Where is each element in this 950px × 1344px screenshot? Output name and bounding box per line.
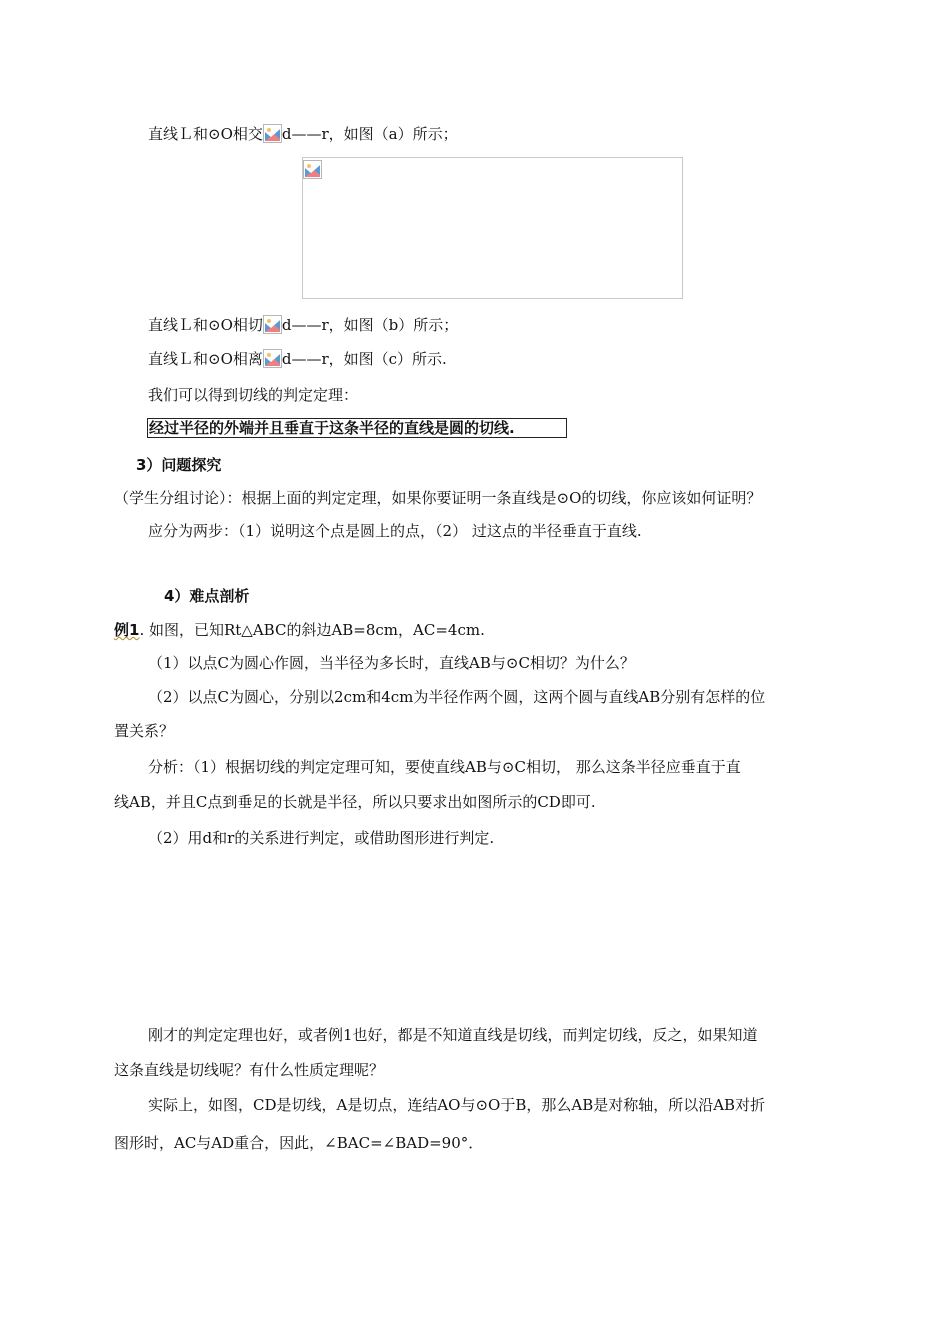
two-steps-text: 应分为两步：（1）说明这个点是圆上的点，（2） 过这点的半径垂直于直线.: [148, 522, 642, 540]
section-3-heading: 3）问题探究: [136, 456, 222, 474]
figure-a-placeholder: [302, 157, 683, 299]
tangent-text-pre: 直线Ｌ和⊙O相切: [148, 316, 263, 334]
broken-image-icon: [263, 349, 282, 368]
discussion-text: （学生分组讨论）：根据上面的判定定理，如果你要证明一条直线是⊙O的切线，你应该如何证明？: [114, 489, 762, 507]
question-2-line-2: 置关系？: [114, 722, 175, 740]
line-tangent: [148, 315, 458, 335]
question-1: （1）以点C为圆心作圆，当半径为多长时，直线AB与⊙C相切？为什么？: [148, 654, 635, 672]
intersect-text-post: d——r，如图（a）所示；: [281, 125, 458, 143]
broken-image-icon: [263, 315, 282, 334]
separate-text-post: d——r，如图（c）所示.: [281, 350, 447, 368]
broken-image-icon: [303, 160, 322, 179]
line-separate: [148, 349, 447, 369]
tangent-text-post: d——r，如图（b）所示；: [281, 316, 459, 334]
analysis-2: （2）用d和r的关系进行判定，或借助图形进行判定.: [148, 829, 495, 847]
can-get-text: 我们可以得到切线的判定定理：: [148, 386, 359, 404]
analysis-line-2: 线AB，并且C点到垂足的长就是半径，所以只要求出如图所示的CD即可.: [114, 793, 596, 811]
question-2-line-1: （2）以点C为圆心，分别以2cm和4cm为半径作两个圆，这两个圆与直线AB分别有怎样的位: [148, 688, 766, 706]
intersect-text-pre: 直线Ｌ和⊙O相交: [148, 125, 263, 143]
paragraph-1-line-1: 刚才的判定定理也好，或者例1也好，都是不知道直线是切线，而判定切线，反之，如果知道: [148, 1026, 758, 1044]
broken-image-icon: [263, 124, 282, 143]
example-label: 例1: [114, 621, 140, 639]
section-4-heading: 4）难点剖析: [164, 587, 250, 605]
example-text: . 如图，已知Rt△ABC的斜边AB=8cm，AC=4cm.: [139, 621, 485, 639]
analysis-line-1: 分析：（1）根据切线的判定定理可知，要使直线AB与⊙C相切， 那么这条半径应垂直于直: [148, 758, 741, 776]
paragraph-1-line-2: 这条直线是切线呢？有什么性质定理呢？: [114, 1061, 385, 1079]
paragraph-2-line-2: 图形时，AC与AD重合，因此，∠BAC=∠BAD=90°．: [114, 1134, 484, 1152]
line-intersect: [148, 124, 458, 144]
theorem-text: 经过半径的外端并且垂直于这条半径的直线是圆的切线.: [149, 419, 515, 437]
paragraph-2-line-1: 实际上，如图，CD是切线，A是切点，连结AO与⊙O于B，那么AB是对称轴，所以沿AB对折: [148, 1096, 766, 1114]
separate-text-pre: 直线Ｌ和⊙O相离: [148, 350, 263, 368]
example-1: [114, 620, 485, 640]
